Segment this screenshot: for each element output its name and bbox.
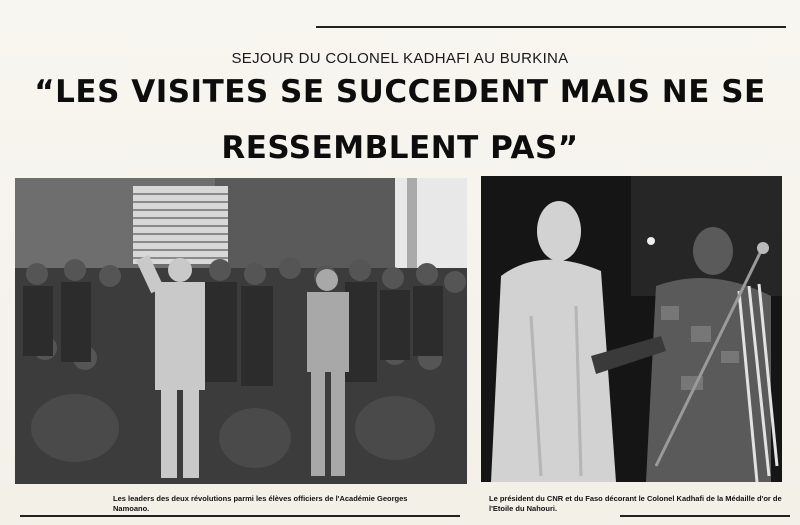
photo-officer-cadets — [15, 178, 467, 484]
bottom-rule-left — [20, 515, 460, 517]
photo-caption-left: Les leaders des deux révolutions parmi les élèves officiers de l'Académie Georges Namoano. — [113, 494, 408, 513]
bottom-rule-right — [620, 515, 790, 517]
headline-line-2: RESSEMBLENT PAS” — [221, 130, 579, 166]
photo-caption-right: Le président du CNR et du Faso décorant le Colonel Kadhafi de la Médaille d'or de l'Etoile du Nahouri. — [489, 494, 782, 513]
photo-medal-ceremony — [481, 176, 782, 482]
headline-line-1: “LES VISITES SE SUCCEDENT MAIS NE SE — [34, 74, 766, 110]
article-kicker: SEJOUR DU COLONEL KADHAFI AU BURKINA — [231, 50, 569, 67]
top-rule — [316, 26, 786, 28]
